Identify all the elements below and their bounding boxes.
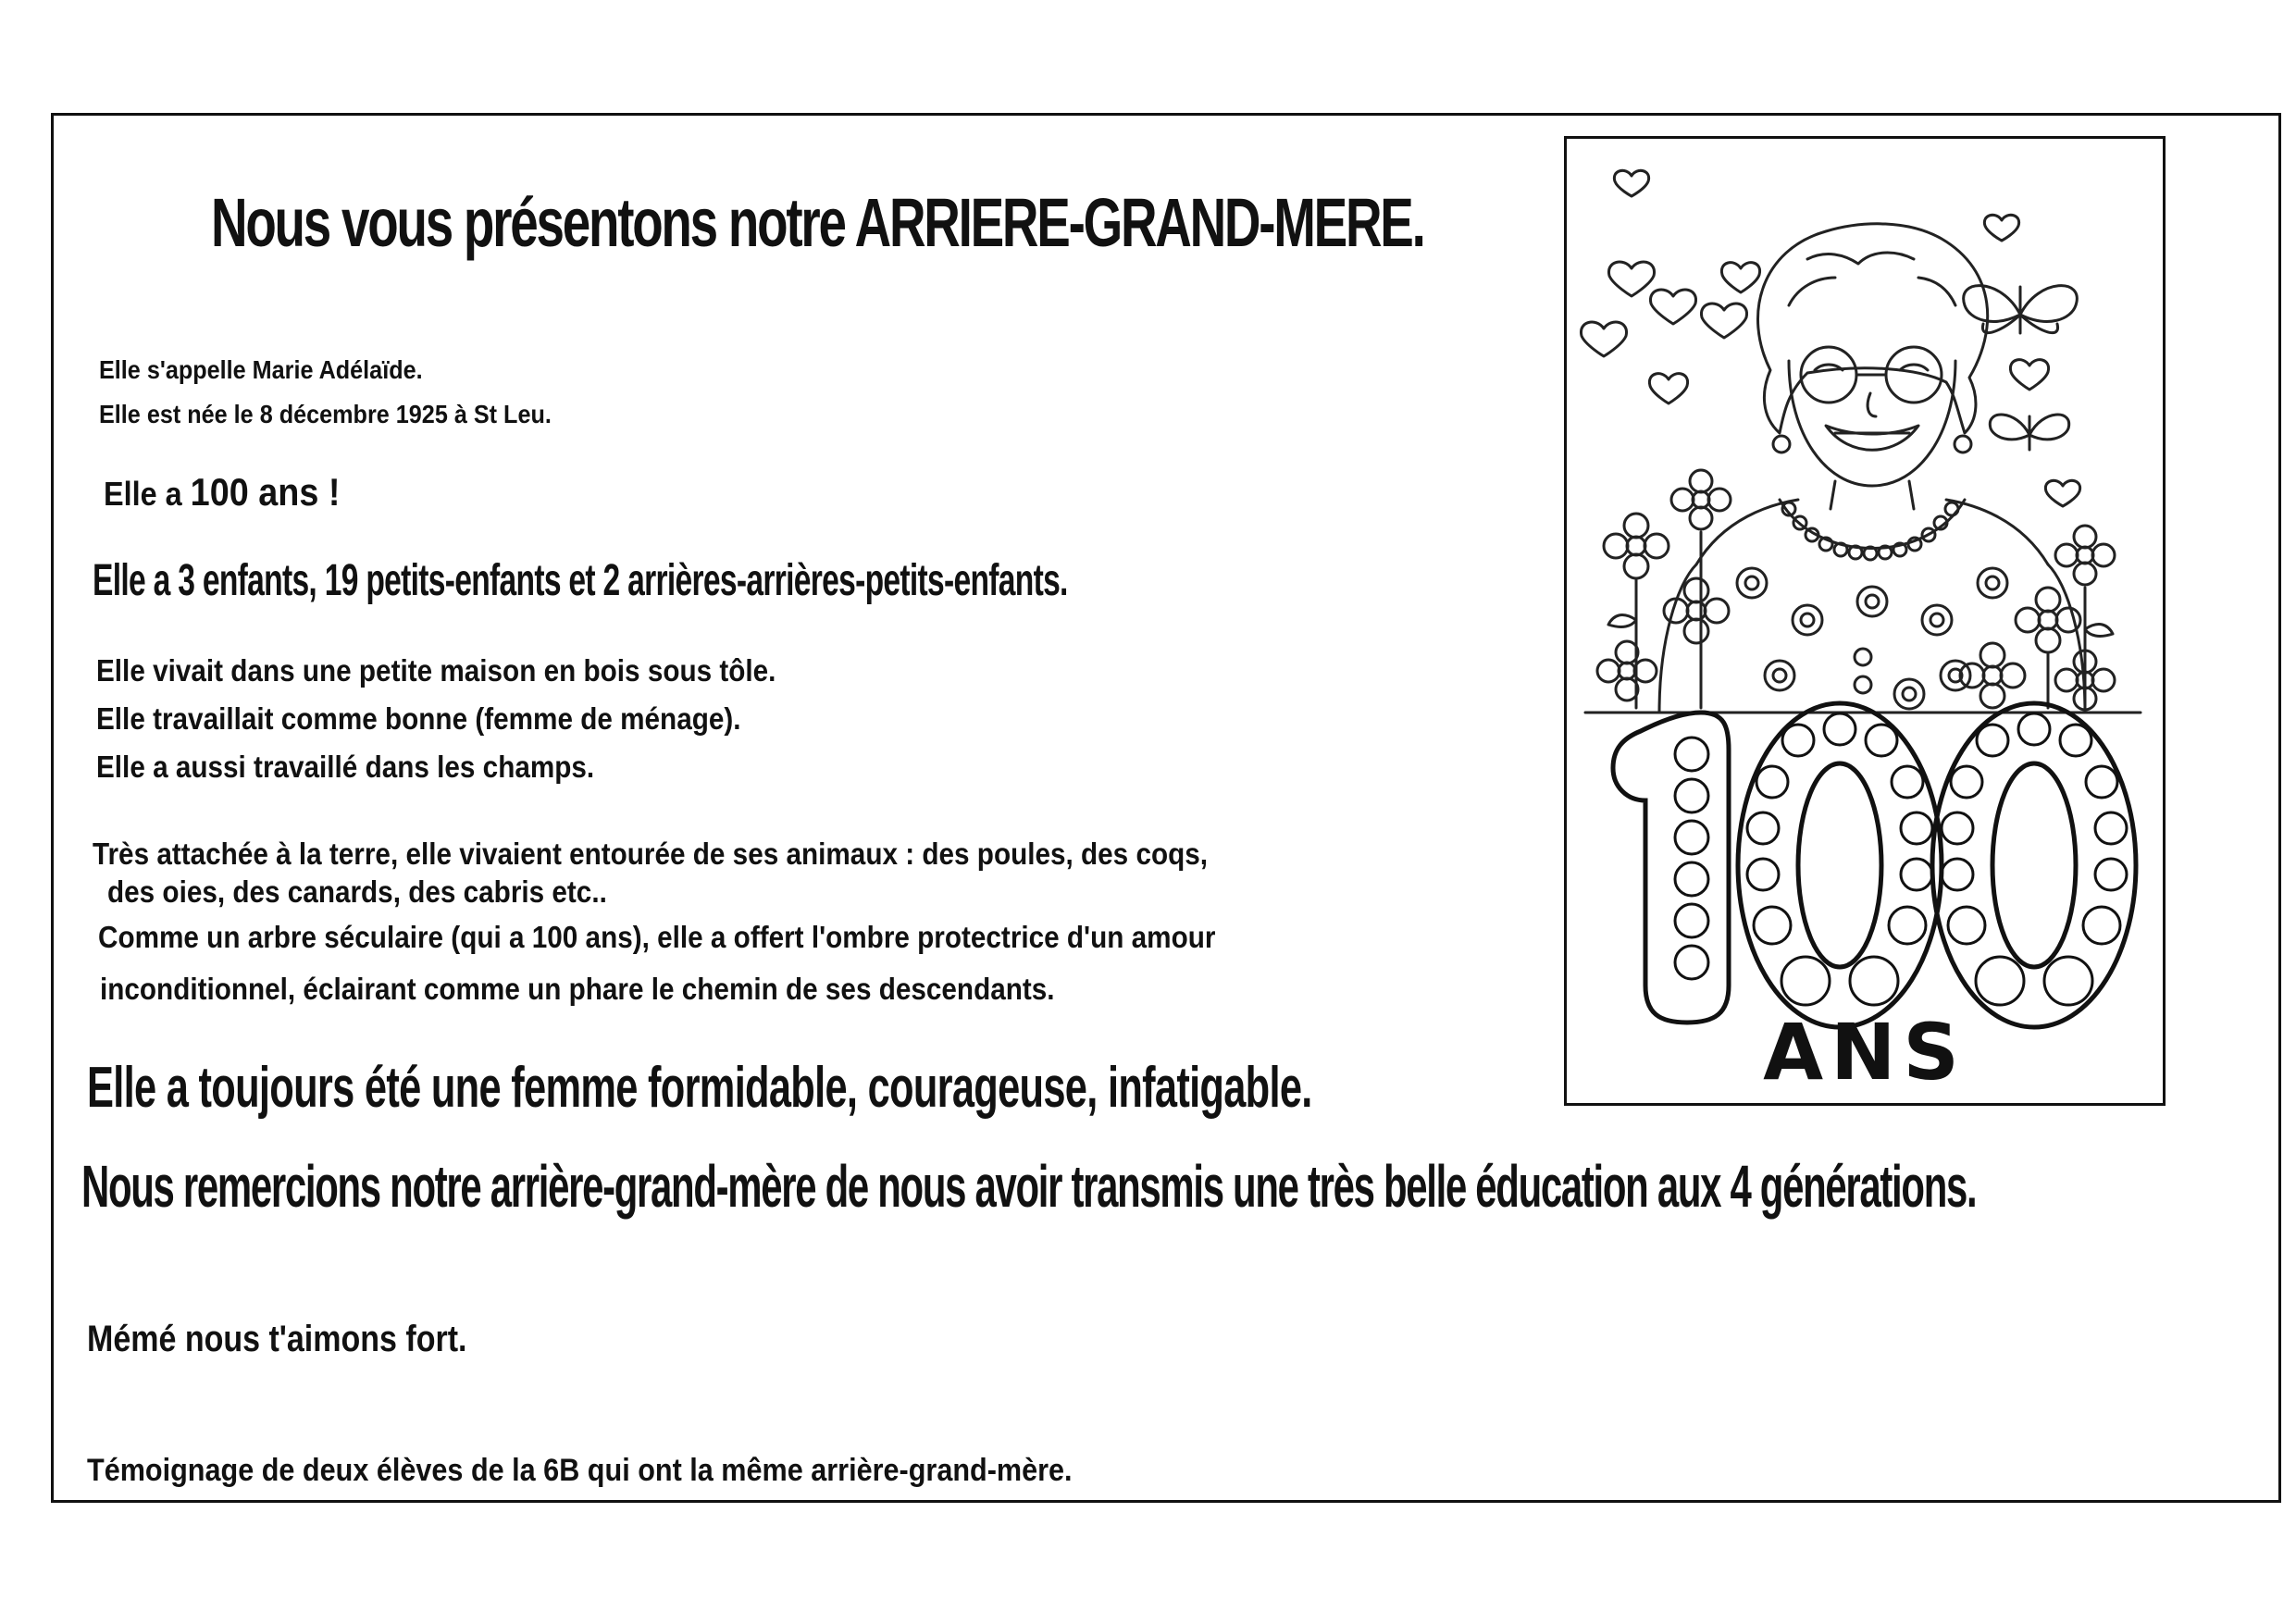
life-line-3: Elle a aussi travaillé dans les champs. — [96, 750, 595, 784]
flower-icon — [1597, 641, 1657, 700]
page-title: Nous vous présentons notre ARRIERE-GRAND-MERE. — [211, 184, 1424, 261]
age-line — [104, 470, 340, 514]
butterfly-icon — [1964, 286, 2078, 333]
grandmother-drawing — [1567, 139, 2163, 1103]
nature-line-2: des oies, des canards, des cabris etc.. — [107, 874, 607, 909]
love-line: Mémé nous t'aimons fort. — [87, 1319, 467, 1359]
name-line: Elle s'appelle Marie Adélaïde. — [99, 355, 423, 384]
family-line: Elle a 3 enfants, 19 petits-enfants et 2 arrières-arrières-petits-enfants. — [93, 556, 1068, 605]
age-prefix: Elle a — [104, 475, 182, 513]
life-line-1: Elle vivait dans une petite maison en bois sous tôle. — [96, 653, 776, 688]
footer-line: Témoignage de deux élèves de la 6B qui ont la même arrière-grand-mère. — [87, 1453, 1073, 1488]
butterfly-icon — [1990, 415, 2068, 450]
praise-line: Elle a toujours été une femme formidable, courageuse, infatigable. — [87, 1056, 1312, 1120]
age-value: 100 ans ! — [190, 470, 341, 514]
flower-icon — [1604, 514, 1669, 578]
nature-line-3: Comme un arbre séculaire (qui a 100 ans), elle a offert l'ombre protectrice d'un amour — [98, 920, 1216, 954]
birthday-illustration — [1564, 136, 2166, 1106]
flower-icon — [2016, 588, 2080, 652]
birth-line: Elle est née le 8 décembre 1925 à St Leu. — [99, 400, 552, 428]
nature-line-4: inconditionnel, éclairant comme un phare le chemin de ses descendants. — [100, 972, 1055, 1006]
nature-line-1: Très attachée à la terre, elle vivaient entourée de ses animaux : des poules, des coqs, — [93, 837, 1209, 871]
heart-icon — [1581, 170, 2079, 506]
flower-icon — [2055, 526, 2115, 585]
flower-icon — [1671, 470, 1731, 529]
hundred-number — [1613, 703, 2136, 1027]
thanks-line: Nous remercions notre arrière-grand-mère de nous avoir transmis une très belle éducation aux 4 générations. — [81, 1153, 1977, 1220]
ans-label: ANS — [1763, 1007, 1967, 1097]
life-line-2: Elle travaillait comme bonne (femme de ménage). — [96, 701, 741, 736]
